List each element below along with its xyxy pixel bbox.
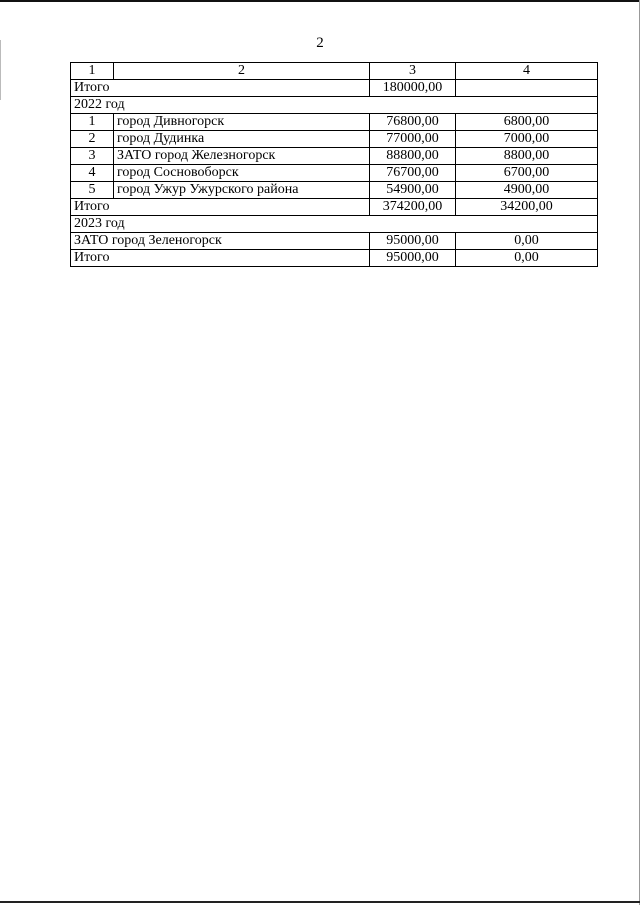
amount-col4: 4900,00 — [456, 182, 598, 199]
total-col3: 95000,00 — [370, 250, 456, 267]
row-number: 2 — [71, 131, 114, 148]
row-number: 1 — [71, 114, 114, 131]
total-row-2023 — [71, 250, 598, 267]
table-row — [71, 233, 598, 250]
table-header-row — [71, 63, 598, 80]
data-table — [70, 62, 598, 267]
total-label: Итого — [71, 250, 370, 267]
total-col3: 374200,00 — [370, 199, 456, 216]
section-title-2022: 2022 год — [71, 97, 598, 114]
municipality-name: ЗАТО город Зеленогорск — [71, 233, 370, 250]
total-col4: 0,00 — [456, 250, 598, 267]
municipality-name: ЗАТО город Железногорск — [114, 148, 370, 165]
municipality-name: город Сосновоборск — [114, 165, 370, 182]
section-title-row — [71, 216, 598, 233]
municipality-name: город Дудинка — [114, 131, 370, 148]
total-col4: 34200,00 — [456, 199, 598, 216]
amount-col4: 6800,00 — [456, 114, 598, 131]
municipality-name: город Дивногорск — [114, 114, 370, 131]
total-label: Итого — [71, 199, 370, 216]
header-cell-1: 1 — [71, 63, 114, 80]
table-row — [71, 182, 598, 199]
page-number: 2 — [316, 35, 324, 51]
amount-col4: 7000,00 — [456, 131, 598, 148]
total-row-previous — [71, 80, 598, 97]
amount-col4: 0,00 — [456, 233, 598, 250]
row-number: 4 — [71, 165, 114, 182]
table-row — [71, 114, 598, 131]
amount-col4: 6700,00 — [456, 165, 598, 182]
amount-col3: 54900,00 — [370, 182, 456, 199]
table-row — [71, 148, 598, 165]
amount-col4: 8800,00 — [456, 148, 598, 165]
scan-edge-bottom — [0, 901, 640, 903]
header-cell-2: 2 — [114, 63, 370, 80]
row-number: 3 — [71, 148, 114, 165]
table-row — [71, 131, 598, 148]
total-col3: 180000,00 — [370, 80, 456, 97]
amount-col3: 76700,00 — [370, 165, 456, 182]
amount-col3: 88800,00 — [370, 148, 456, 165]
amount-col3: 95000,00 — [370, 233, 456, 250]
total-row-2022 — [71, 199, 598, 216]
amount-col3: 76800,00 — [370, 114, 456, 131]
section-title-row — [71, 97, 598, 114]
table-row — [71, 165, 598, 182]
header-cell-3: 3 — [370, 63, 456, 80]
scan-edge-top — [0, 0, 640, 2]
total-col4 — [456, 80, 598, 97]
amount-col3: 77000,00 — [370, 131, 456, 148]
total-label: Итого — [71, 80, 370, 97]
row-number: 5 — [71, 182, 114, 199]
municipality-name: город Ужур Ужурского района — [114, 182, 370, 199]
header-cell-4: 4 — [456, 63, 598, 80]
section-title-2023: 2023 год — [71, 216, 598, 233]
